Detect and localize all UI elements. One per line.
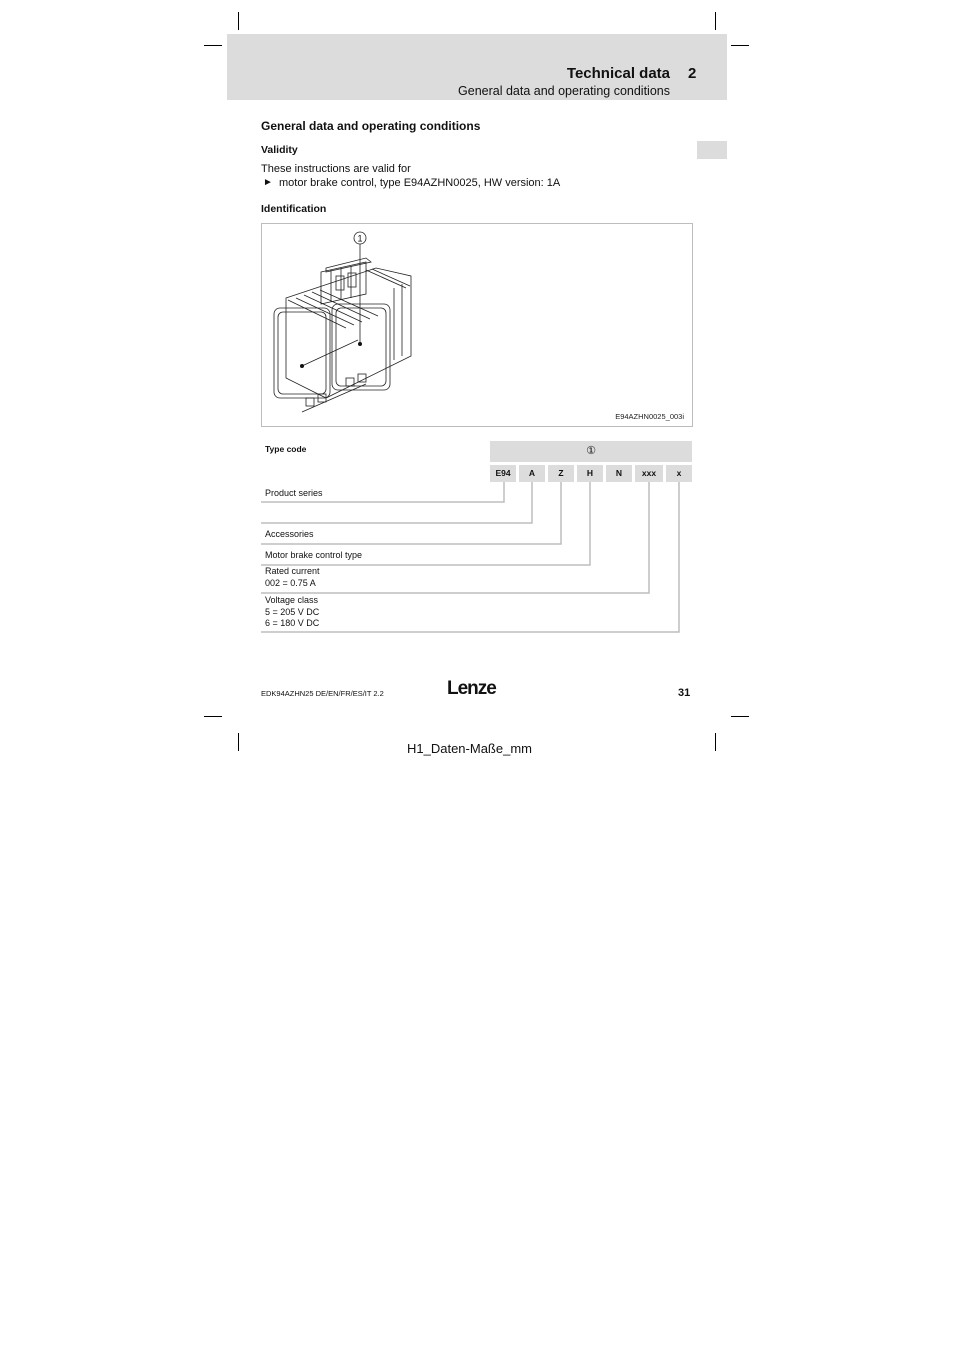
bullet-item: motor brake control, type E94AZHN0025, HW version: 1A	[279, 177, 561, 189]
figure-image-code: E94AZHN0025_003i	[615, 412, 684, 421]
chapter-number: 2	[688, 65, 697, 82]
desc-line: Product series	[265, 488, 323, 498]
type-code-cell: N	[606, 465, 632, 482]
desc-line: 6 = 180 V DC	[265, 618, 320, 628]
type-code-cell: E94	[490, 465, 516, 482]
lenze-logo: Lenze	[447, 678, 496, 699]
desc-line: 5 = 205 V DC	[265, 606, 320, 617]
validity-intro: These instructions are valid for	[261, 163, 411, 175]
type-code-desc-accessories	[265, 529, 314, 541]
type-code-desc-rated-current	[265, 566, 320, 589]
chapter-subtitle: General data and operating conditions	[458, 84, 670, 98]
type-code-desc-brake-type	[265, 550, 362, 562]
footer-doc-id: EDK94AZHN25 DE/EN/FR/ES/IT 2.2	[261, 689, 384, 698]
crop-mark	[238, 733, 239, 751]
type-code-header: ①	[490, 441, 692, 462]
type-code-cell: H	[577, 465, 603, 482]
type-code-cell: Z	[548, 465, 574, 482]
type-code-desc-product-series	[265, 488, 323, 500]
desc-line: Accessories	[265, 529, 314, 539]
crop-mark	[204, 716, 222, 717]
section-heading: General data and operating conditions	[261, 119, 481, 133]
crop-mark	[715, 733, 716, 751]
desc-line: Motor brake control type	[265, 550, 363, 560]
page-number: 31	[678, 687, 691, 699]
validity-heading: Validity	[261, 144, 298, 156]
type-code-cell: x	[666, 465, 692, 482]
desc-line: Rated current	[265, 566, 320, 576]
identification-heading: Identification	[261, 203, 327, 215]
type-code-cell: xxx	[635, 465, 663, 482]
desc-line: 002 = 0.75 A	[265, 577, 316, 588]
callout-number: 1	[357, 233, 363, 244]
type-code-label: Type code	[265, 444, 307, 454]
bullet-arrow-icon: ►	[263, 177, 273, 188]
file-label: H1_Daten-Maße_mm	[407, 741, 532, 756]
chapter-title: Technical data	[566, 65, 670, 82]
crop-mark	[731, 716, 749, 717]
desc-line: Voltage class	[265, 595, 319, 605]
type-code-cell: A	[519, 465, 545, 482]
type-code-desc-voltage-class	[265, 595, 319, 630]
